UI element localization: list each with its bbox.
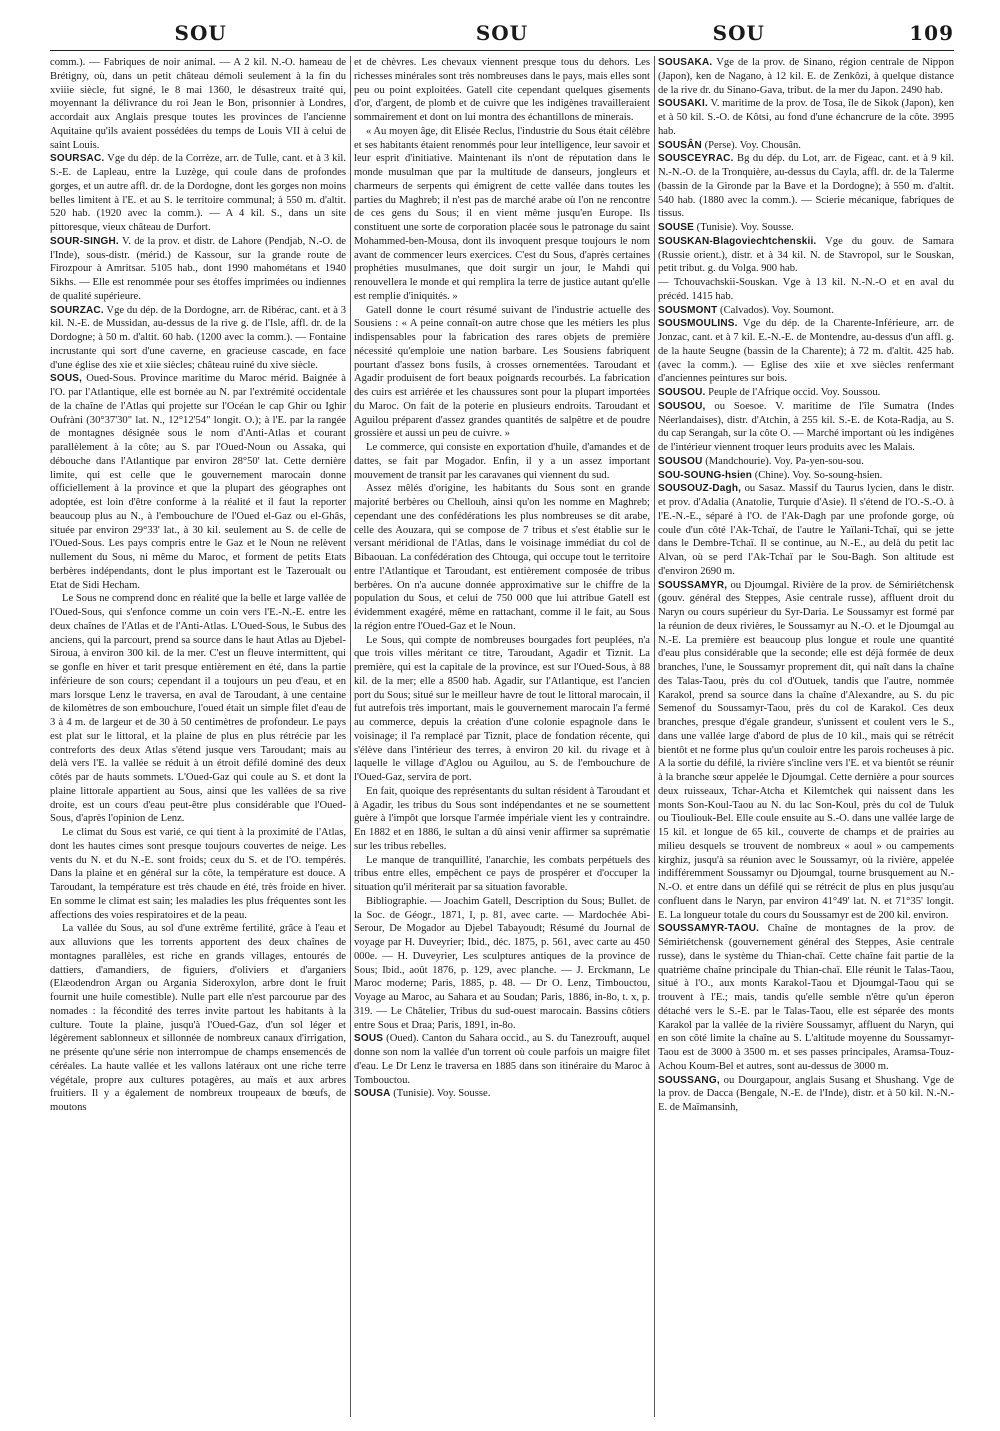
entry-text: Le climat du Sous est varié, ce qui tient à la proximité de l'Atlas, dont les hautes cimes sont presque toujours couvertes de neige. Les vents du N. et du N.-E. sont froids; ceux du S. et de l'O. tempérés. Dans la plaine et en général sur la côte, la température est douce. A Taroudant, la température est très chaude en été, très froide en hiver. En somme le climat est sain; les maladies les plus fréquentes sont les affections des voies respiratoires et de la peau. bbox=[50, 827, 346, 921]
entry-headword: SOURSAC. bbox=[50, 153, 105, 165]
dictionary-entry bbox=[658, 317, 954, 386]
dictionary-entry bbox=[658, 139, 954, 153]
entry-headword: SOUSÂN bbox=[658, 139, 702, 151]
entry-paragraph bbox=[354, 482, 650, 633]
entry-headword: SOUSSANG, bbox=[658, 1074, 720, 1086]
dictionary-entry bbox=[658, 1074, 954, 1115]
entry-headword: SOUSSAMYR-TAOU. bbox=[658, 923, 760, 935]
entry-headword: SOUSOU. bbox=[658, 387, 706, 398]
entry-paragraph bbox=[354, 441, 650, 482]
column-2 bbox=[354, 56, 650, 1421]
entry-text: (Tunisie). Voy. Sousse. bbox=[694, 222, 794, 233]
dictionary-entry bbox=[658, 221, 954, 235]
dictionary-entry bbox=[50, 372, 346, 592]
dictionary-entry bbox=[658, 304, 954, 318]
dictionary-entry bbox=[354, 1087, 650, 1101]
entry-text: comm.). — Fabriques de noir animal. — A 2 kil. N.-O. hameau de Brétigny, où, dans un petit château démoli seulement à la fin du xviiie siècle, fut signé, le 8 mai 1360, le désastreux traité qui, moyennant la délivrance du roi Jean le Bon, prisonnier à Londres, accordait aux Anglais presque toutes les provinces de l'ancienne Aquitaine qu'ils avaient possédées du temps de Louis VII à celui de saint Louis. bbox=[50, 57, 346, 151]
entry-text: Vge de la prov. de Sinano, région centrale de Nippon (Japon), ken de Nagano, à 12 kil. E. de Zenkôzi, à quelque distance de la rive dr. du Sinano-Gava, tribut. de la mer du Japon. 2490 hab. bbox=[658, 57, 954, 96]
entry-text: ou Soesoe. V. maritime de l'île Sumatra (Indes Néerlandaises), distr. d'Atchin, à 255 kil. S.-E. de Kota-Radja, au S. du cap Serangah, sur la côte O. — Marché important où les indigènes de l'intérieur viennent troquer leurs produits avec les Malais. bbox=[658, 400, 954, 453]
dictionary-entry bbox=[354, 1032, 650, 1087]
dictionary-entry bbox=[658, 469, 954, 483]
dictionary-entry bbox=[658, 455, 954, 469]
entry-paragraph bbox=[658, 276, 954, 304]
entry-text: (Mandchourie). Voy. Pa-yen-sou-sou. bbox=[702, 455, 864, 467]
entry-paragraph bbox=[354, 895, 650, 1033]
entry-text: Le Sous, qui compte de nombreuses bourgades fort peuplées, n'a que trois villes méritant ce titre, Taroudant, Agadir et Tiznit. La première, qui est la capitale de la province, est sur l'Oued-Sous, à 88 kil. de la mer; elle a 8500 hab. Agadir, sur l'Atlantique, est l'ancien port du Sous; situé sur le meilleur havre de tout le littoral marocain, il fut autrefois très important, mais le gouvernement marocain l'a fermé au commerce, depuis la création d'une colonie espagnole dans le voisinage; il l'a remplacé par Tiznit, place de fondation récente, qui s'élève dans l'intérieur des terres, à environ 20 kil. du rivage et à laquelle le village d'Aglou ou Aguilou, au S. de l'embouchure de l'Oued-Gaz, servira de port. bbox=[354, 634, 650, 783]
entry-headword: SOURZAC. bbox=[50, 304, 104, 316]
entry-paragraph bbox=[354, 854, 650, 895]
entry-paragraph bbox=[50, 922, 346, 1115]
entry-text: Vge du dép. de la Dordogne, arr. de Ribérac, cant. et à 3 kil. N.-E. de Mussidan, au-dessus de la rive g. de l'Isle, affl. dr. de la Dordogne; à 50 m. d'altit. 60 hab. (1200 avec la comm.). — Fontaine incrustante qui sort d'une caverne, en gracieuse cascade, en face d'une église des xie et xiie siècles; château ruiné du xive siècle. bbox=[50, 304, 346, 371]
running-head-middle: SOU bbox=[475, 21, 529, 45]
entry-text: Bibliographie. — Joachim Gatell, Description du Sous; Bullet. de la Soc. de Géogr., 1871, I, p. 81, avec carte. — Mardochée Abi-Serour, De Mogador au Djebel Tabayoudt; Résumé du Journal de voyage par H. Duveyrier; Ibid., déc. 1875, p. 561, avec carte au 450 000e. — H. Duveyrier, Les sculptures antiques de la province de Sous; Ibid., août 1876, p. 129, avec planche. — J. Erckmann, Le Maroc moderne; Paris, 1885, p. 48. — Dr O. Lenz, Timbouctou, Voyage au Maroc, au Sahara et au Soudan; Paris, 1886, in-8o, t. x, p. 319. — Le Châtelier, Tribus du sud-ouest marocain. Bassins côtiers entre Sous et Draa; Paris, 1891, in-8o. bbox=[354, 895, 650, 1031]
entry-headword: SOUR-SINGH. bbox=[50, 235, 119, 247]
dictionary-entry bbox=[658, 579, 954, 923]
dictionary-entry bbox=[50, 235, 346, 304]
entry-paragraph bbox=[354, 785, 650, 854]
entry-text: V. de la prov. et distr. de Lahore (Pendjab, N.-O. de l'Inde), sous-distr. (mérid.) de Kassour, sur la grande route de Firozpour à Amritsar. 5105 hab., dont 1990 mahométans et 1940 Sikhs. — Elle est renommée pour ses étoffes imprimées ou indiennes de qualité supérieure. bbox=[50, 235, 346, 302]
dictionary-entry bbox=[658, 922, 954, 1073]
entry-text: (Oued). Canton du Sahara occid., au S. du Tanezrouft, auquel donne son nom la vallée d'un torrent où coule parfois un maigre filet d'eau. Le Dr Lenz le traversa en 1885 dans son itinéraire du Maroc à Tombouctou. bbox=[354, 1033, 650, 1086]
entry-text: (Perse). Voy. Chousân. bbox=[701, 139, 801, 151]
entry-text: — Tchouvachskii-Souskan. Vge à 13 kil. N.-N.-O et en aval du précéd. 1415 hab. bbox=[658, 277, 954, 302]
running-head-left: SOU bbox=[174, 21, 227, 45]
entry-text: ou Dourgapour, anglais Susang et Shushang. Vge de la prov. de Dacca (Bengale, N.-E. de l'Inde), distr. et à 50 kil. N.-N.-E. de Maïmansinh, bbox=[658, 1074, 954, 1113]
entry-paragraph bbox=[50, 592, 346, 826]
entry-headword: SOUSE bbox=[658, 222, 695, 233]
entry-paragraph bbox=[354, 634, 650, 785]
entry-text: Chaîne de montagnes de la prov. de Sémiriétchensk (gouvernement général des Steppes, Asie centrale russe), dans le système du Thian-chaï. Cette chaîne fait partie de la quatrième chaîne principale du Thian-chaï. Elle réunit le Talas-Taou, situé à l'O., aux monts Karakol-Taou et Djoumgal-Taou qui se trouvent à l'E.; mais, tandis qu'elle semble n'être qu'un éperon détaché vers le S.-E. par le Talas-Taou, elle est séparée des monts Karakol par la vallée de la rivière Soussamyr, affluent du Naryn, qui en son côté limite la chaîne au S. L'altitude moyenne du Soussamyr-Taou est de 3000 à 3500 m. et ses passes principales, Aramsa-Touz-Achou Koum-Bel et autres, sont au-dessus de 3000 m. bbox=[658, 923, 954, 1072]
dictionary-entry bbox=[50, 152, 346, 235]
entry-text: Vge du dép. de la Charente-Inférieure, arr. de Jonzac, cant. et à 7 kil. E.-N.-E. de Montendre, au-dessus d'un affl. g. de la haute Seugne (bassin de la Charente); à 72 m. d'altit. 425 hab. (avec la comm.). — Eglise des xiie et xve siècles renfermant d'anciennes peintures sur bois. bbox=[658, 318, 954, 385]
dictionary-entry bbox=[658, 235, 954, 276]
text-columns bbox=[50, 56, 954, 1421]
entry-text: « Au moyen âge, dit Elisée Reclus, l'industrie du Sous était célèbre et ses habitants étaient renommés pour leur intelligence, leur savoir et leur esprit d'initiative. Maintenant ils n'ont de réputation dans le monde musulman que par la multitude de danseurs, jongleurs et charmeurs de serpents qui émigrent de cette vallée dans toutes les parties du Maghreb; il n'est pas de marché arabe où l'on ne rencontre de ces gens du Sous; il en vient même jusqu'en Europe. Ils constituent une sorte de corporation placée sous le patronage du saint Mohammed-ben-Mousa, dont ils invoquent presque toujours le nom avant de commencer leurs exercices. C'est du Sous, d'après certaines prophéties musulmanes, que doit surgir un jour, le Mahdi qui renouvellera le monde et qui remplira la terre de justice autant qu'elle est remplie d'iniquités. » bbox=[354, 125, 650, 302]
dictionary-entry bbox=[658, 400, 954, 455]
entry-headword: SOUSOUZ-Dagh, bbox=[658, 483, 742, 495]
entry-headword: SOUSOU, bbox=[658, 400, 706, 412]
entry-text: Le Sous ne comprend donc en réalité que la belle et large vallée de l'Oued-Sous, qui s'enfonce comme un coin vers l'E.-N.-E. entre les deux chaînes de l'Atlas et de l'Anti-Atlas. L'Oued-Sous, le Subus des anciens, qui la parcourt, prend sa source dans le haut Atlas au Djebel-Siroua, à environ 300 kil. de la mer. C'est un fleuve intermittent, qui se gonfle en hiver et tarit presque entièrement en été, dans la partie inférieure de son cours; cependant il a toujours un peu d'eau, et en mars lorsque Lenz le traversa, en aval de Taroudant, à une centaine de kilomètres de son embouchure, l'oued était un simple filet d'eau de 3 à 4 m. de largeur et de 30 à 50 centimètres de profondeur. Le pays est plat sur le littoral, et la plaine de plus en plus rétrécie par les contreforts des deux Atlas s'étend jusque vers Taroudant; mais au delà vers l'E. la vallée se réduit à un étroit défilé dominé des deux côtés par de hauts sommets. L'Oued-Gaz qui coule au S. et dont la plaine littorale appartient au Sous, ainsi que les vallées de sa rive droite, est un cours d'eau peut-être plus considérable que l'Oued-Sous, d'après l'opinion de Lenz. bbox=[50, 593, 346, 825]
entry-headword: SOUSMONT bbox=[658, 304, 718, 316]
entry-headword: SOUSOU bbox=[658, 455, 703, 467]
entry-text: (Calvados). Voy. Soumont. bbox=[717, 304, 835, 316]
entry-text: La vallée du Sous, au sol d'une extrême fertilité, grâce à l'eau et aux alluvions que les torrents apportent des deux chaînes de montagnes parallèles, est riche en grands villages, entourés de dattiers, d'amandiers, de figuiers, d'oliviers et d'arganiers (Elæodendron Argan ou Argania Sideroxylon, arbre dont le fruit fournit une huile comestible). Nulle part elle n'est parcourue par des nomades : la fécondité des terres invite partout les habitants à la culture. Toute la plaine, jusqu'à l'Oued-Gaz, d'un sol léger et légèrement sablonneux et sillonnée de nombreux canaux d'irrigation, ne présente qu'une série non interrompue de champs ensemencés de céréales. La haute vallée et les vallons latéraux ont une riche terre végétale, propre aux cultures potagères, au maïs et aux arbres fruitiers. Il y a également de nombreux troupeaux de bœufs, de moutons bbox=[50, 923, 346, 1113]
entry-headword: SOUSKAN-Blagoviechtchenskii. bbox=[658, 235, 817, 247]
dictionary-entry bbox=[658, 56, 954, 97]
entry-text: Le manque de tranquillité, l'anarchie, les combats perpétuels des tribus entre elles, empêchent ce pays de prospérer et d'occuper la situation qu'il mériterait par sa situation favorable. bbox=[354, 854, 650, 893]
entry-text: En fait, quoique des représentants du sultan résident à Taroudant et à Agadir, les tribus du Sous sont indépendantes et ne se soumettent guère à l'impôt que lorsque l'armée impériale vient les y contraindre. En 1882 et en 1886, le sultan a dû ainsi venir affirmer sa suprématie sur les tribus rebelles. bbox=[354, 785, 650, 852]
entry-headword: SOUSA bbox=[354, 1088, 391, 1100]
entry-headword: SOUSCEYRAC. bbox=[658, 153, 734, 165]
entry-headword: SOUS bbox=[354, 1033, 384, 1045]
entry-text: (Tunisie). Voy. Sousse. bbox=[390, 1088, 491, 1100]
entry-text: (Chine). Voy. So-soung-hsien. bbox=[752, 469, 883, 481]
page-header bbox=[50, 18, 954, 48]
running-head-right: SOU bbox=[712, 21, 765, 45]
dictionary-entry bbox=[50, 304, 346, 373]
dictionary-entry bbox=[658, 152, 954, 221]
entry-headword: SOU-SOUNG-hsien bbox=[658, 469, 753, 481]
column-3 bbox=[658, 56, 954, 1421]
entry-headword: SOUSAKA. bbox=[658, 57, 713, 68]
entry-headword: SOUSAKI. bbox=[658, 98, 708, 110]
entry-text: Vge du dép. de la Corrèze, arr. de Tulle, cant. et à 3 kil. S.-E. de Lapleau, entre la Luzège, qui coule dans de profondes gorges, et un autre affl. dr. de la Dordogne, dont les gorges non moins belles limitent à l'E. et au S. le territoire communal; à 550 m. d'altit. 520 hab. (1920 avec la comm.). — A 4 kil. S., dans un site pittoresque, vieux château de Durfort. bbox=[50, 153, 346, 233]
entry-paragraph bbox=[354, 56, 650, 125]
entry-text: Peuple de l'Afrique occid. Voy. Soussou. bbox=[705, 387, 881, 398]
entry-headword: SOUSMOULINS. bbox=[658, 318, 738, 330]
entry-headword: SOUSSAMYR, bbox=[658, 579, 728, 591]
entry-text: Gatell donne le court résumé suivant de l'industrie actuelle des Sousiens : « A peine connaît-on autre chose que les métiers les plus indispensables pour la fabrication des rares objets de première nécessité qu'emploie une nation barbare. Les Sousiens fabriquent pourtant d'assez bons fusils, à crosses ornementées. Taroudant et Agadir produisent de fort beaux poignards recourbés. La fabrication des cuirs est arriérée et les chaussures sont pour la plupart importées du Maroc. On fait de la poterie en plusieurs endroits. Taroudant et Aguilou préparent d'assez grandes quantités de salpêtre et de poudre grossière et aussi un peu de cuivre. » bbox=[354, 304, 650, 440]
entry-paragraph bbox=[354, 125, 650, 304]
entry-text: ou Djoumgal. Rivière de la prov. de Sémiriétchensk (gouv. général des Steppes, Asie centrale russe), affluent droit du Naryn ou cours supérieur du Syr-Daria. Le Soussamyr est formé par la réunion de deux rivières, le Soussamyr au N.-O. et le Djoumgal au N.-E. La première est beaucoup plus longue et roule une quantité d'eau plus considérable que la seconde; elle est déjà formée de deux branches, l'une, le Soussamyr proprement dit, qui naît dans la chaîne des Talas-Taou, près du col d'Outuek, tandis que l'autre, nommée Karakol, prend sa source dans la chaîne d'Alexandre, au S. du pic Semenof du Soussamyr-Taou, près du col de Karakol. Ces deux branches, presque d'égale grandeur, s'unissent et coulent vers le S., dans une vallée large d'abord de plus de 10 kil., mais qui se rétrécit bientôt et ne forme plus qu'un couloir entre les parois rocheuses à pic. A la sortie du défilé, la rivière s'incline vers l'E. et va bientôt se réunir à la branche sœur appelée le Djoumgal. Cette dernière a pour sources deux ruisseaux, Tchar-Atcha et Kilemtchek qui naissent dans les monts Son-Koul-Taou au N. du lac Son-Koul, près du col de Tuluk ou Tiouliouk-Bel. Elle coule ensuite au S.-O. dans une vallée large de 15 kil. et longue de 65 kil., couverte de champs et de prairies au milieu desquels se trouvent de nombreux « aoul » ou campements kirghiz, jusqu'à sa réunion avec le Soussamyr, où la rivière, appelée indifféremment Soussamyr ou Djoumgal, tourne brusquement au N.-N.-O. et entre dans un défilé qui se rétrécit de plus en plus jusqu'au confluent dans le Naryn, par environ 41°49' lat. N. et 71°35' longit. E. La longueur totale du cours du Soussamyr est de 200 kil. environ. bbox=[658, 579, 954, 921]
entry-text: Assez mêlés d'origine, les habitants du Sous sont en grande majorité berbères ou Chellouh, ainsi qu'on les nomme en Maghreb; cependant une des confédérations les plus nombreuses se dit arabe, celle des Aouzara, qui se compose de 7 tribus et s'est établie sur le versant méridional de l'Atlas, dans le voisinage immédiat du col de Bibaouan. La confédération des Chtouga, qui occupe tout le territoire entre l'Atlantique et Taroudant, est entièrement composée de tribus berbères. On n'a aucune donnée approximative sur le chiffre de la population du Sous, et celui de 750 000 que lui attribue Gatell est évidemment exagéré, même en rattachant, comme il le fait, au Sous la région entre l'Oued-Gaz et le Noun. bbox=[354, 483, 650, 632]
entry-text: ou Sasaz. Massif du Taurus lycien, dans le distr. et prov. d'Adalia (Anatolie, Turquie d'Asie). Il s'étend de l'O.-S.-O. à l'E.-N.-E., séparé à l'O. de l'Ak-Dagh par une profonde gorge, où coule d'un côté l'Ak-Tchaï, de l'autre le Yaïlani-Tchaï, qui se jette dans le Dembre-Tchaï. Il se continue, au N.-E., au delà du petit lac Alvan, où se perd l'Ak-Tchaï par le Sou-Bagh. Son altitude est d'environ 2690 m. bbox=[658, 483, 954, 577]
header-rule bbox=[50, 50, 954, 51]
entry-headword: SOUS, bbox=[50, 373, 83, 385]
column-1 bbox=[50, 56, 346, 1421]
entry-paragraph bbox=[50, 826, 346, 922]
entry-paragraph bbox=[354, 304, 650, 442]
entry-text: et de chèvres. Les chevaux viennent presque tous du dehors. Les richesses minérales sont très nombreuses dans le pays, mais elles sont peu ou point exploitées. Gatell cite cependant quelques gisements d'or, d'argent, de plomb et de cuivre que les indigènes travailleraient sommairement et dont on lui montra des échantillons de minerais. bbox=[354, 57, 650, 123]
running-head-right-group bbox=[653, 21, 954, 45]
entry-text: Le commerce, qui consiste en exportation d'huile, d'amandes et de dattes, se fait par Mogador. Enfin, il y a un assez important mouvement de transit par les caravanes qui viennent du sud. bbox=[354, 442, 650, 481]
entry-text: Vge du gouv. de Samara (Russie orient.), distr. et à 34 kil. N. de Stavropol, sur le Souskan, petit tribut. g. du Volga. 900 hab. bbox=[658, 235, 954, 275]
dictionary-entry bbox=[658, 482, 954, 578]
entry-text: Oued-Sous. Province maritime du Maroc mérid. Baignée à l'O. par l'Atlantique, elle est bornée au N. par l'extrémité occidentale de la chaîne de l'Atlas qui projette sur l'Océan le cap Ghir ou Ighir Oufràni (30°37'30" lat. N., 12°12'54" longit. O.); à l'E. par la rangée de montagnes désignée sous le nom d'Anti-Atlas et courant parallèlement à la côte; au S. par l'Oued-Noun ou Assaka, qui débouche dans l'Atlantique par environ 28°50' lat. Cette dernière limite, qui est celle que le gouvernement marocain donne officiellement à la province et que la plupart des géographes ont adoptée, est loin d'être conforme à la réalité et il faut la reporter beaucoup plus au N., à l'embouchure de l'Oued el-Gaz ou el-Ghâs, située par environ 29°33' lat., à 30 kil. seulement au S. de celle de l'Oued-Sous. Les pays compris entre le Gaz et le Noun ne relèvent nullement du Sous, ni même du Maroc, et forment de petits Etats berbères indépendants, dont le plus important est le Tazeroualt ou Etat de Sidi Hecham. bbox=[50, 373, 346, 591]
entry-paragraph bbox=[50, 56, 346, 152]
entry-text: V. maritime de la prov. de Tosa, île de Sikok (Japon), ken et à 50 kil. S.-O. de Kôtsi, au fond d'une échancrure de la côte. 3995 hab. bbox=[658, 98, 954, 137]
dictionary-entry bbox=[658, 386, 954, 400]
dictionary-entry bbox=[658, 97, 954, 138]
page-number: 109 bbox=[909, 21, 954, 45]
entry-text: Bg du dép. du Lot, arr. de Figeac, cant. et à 9 kil. N.-N.-O. de la Tronquière, au-dessus du Cayla, affl. dr. de la Talerme (bassin de la Gironde par la Bave et la Dordogne); à 550 m. d'altit. 540 hab. (1880 avec la comm.). — Scierie mécanique, fabriques de tissus. bbox=[658, 153, 954, 220]
